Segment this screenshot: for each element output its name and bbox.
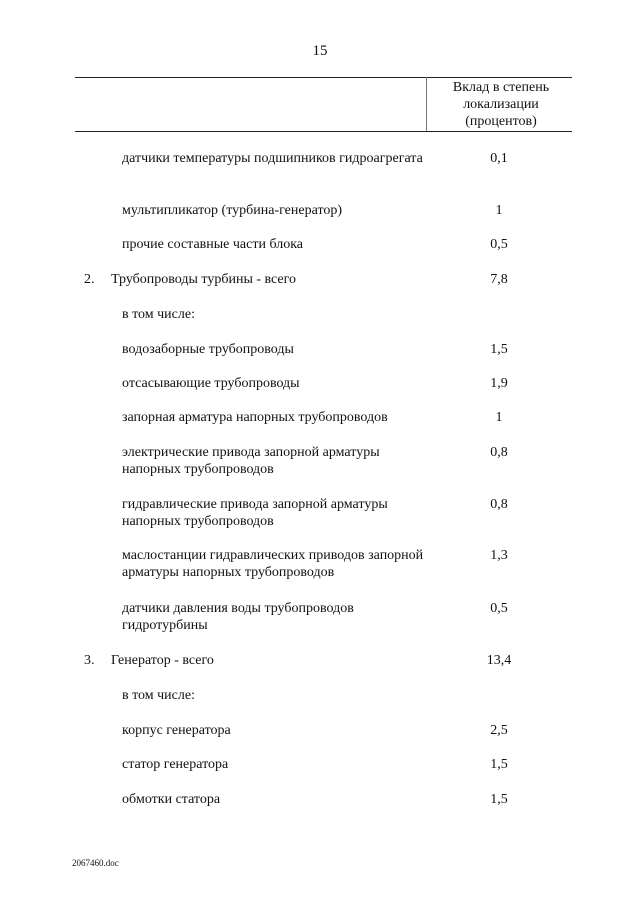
row-label: маслостанции гидравлических приводов запорной арматуры напорных трубопроводов: [122, 548, 424, 580]
row-value: 0,1: [490, 151, 508, 166]
column-header-localization-contribution: Вклад в степень локализации (процентов): [452, 80, 550, 129]
row-value: 1,5: [490, 342, 508, 357]
row-label: статор генератора: [122, 757, 229, 772]
row-label: запорная арматура напорных трубопроводов: [122, 410, 388, 425]
row-value: 1,3: [490, 548, 508, 563]
row-value: 0,8: [490, 445, 508, 460]
row-value: 1,5: [490, 757, 508, 772]
row-value: 7,8: [490, 272, 508, 287]
page-number: 15: [312, 43, 328, 59]
row-label: мультипликатор (турбина-генератор): [122, 203, 343, 218]
row-label: датчики давления воды трубопроводов гидротурбины: [122, 601, 354, 633]
row-number: 2.: [84, 272, 95, 287]
row-label: водозаборные трубопроводы: [122, 342, 294, 357]
row-label: Генератор - всего: [111, 653, 214, 668]
row-value: 1: [495, 410, 503, 425]
row-value: 1: [495, 203, 503, 218]
table-header-column-divider: [426, 77, 427, 131]
row-value: 1,9: [490, 376, 508, 391]
row-label: корпус генератора: [122, 723, 231, 738]
row-label: отсасывающие трубопроводы: [122, 376, 300, 391]
row-value: 0,8: [490, 497, 508, 512]
row-value: 0,5: [490, 237, 508, 252]
row-label: датчики температуры подшипников гидроагрегата: [122, 151, 423, 166]
row-label: в том числе:: [122, 688, 195, 703]
row-label: прочие составные части блока: [122, 237, 304, 252]
row-value: 2,5: [490, 723, 508, 738]
document-filename: 2067460.doc: [72, 858, 119, 868]
table-header-bottom-rule: [75, 131, 572, 132]
row-value: 13,4: [486, 653, 512, 668]
table-header-top-rule: [75, 77, 572, 78]
row-label: гидравлические привода запорной арматуры напорных трубопроводов: [122, 497, 388, 529]
row-label: в том числе:: [122, 307, 195, 322]
row-value: 1,5: [490, 792, 508, 807]
row-label: обмотки статора: [122, 792, 221, 807]
row-label: электрические привода запорной арматуры напорных трубопроводов: [122, 445, 380, 477]
row-label: Трубопроводы турбины - всего: [111, 272, 297, 287]
row-number: 3.: [84, 653, 95, 668]
row-value: 0,5: [490, 601, 508, 616]
